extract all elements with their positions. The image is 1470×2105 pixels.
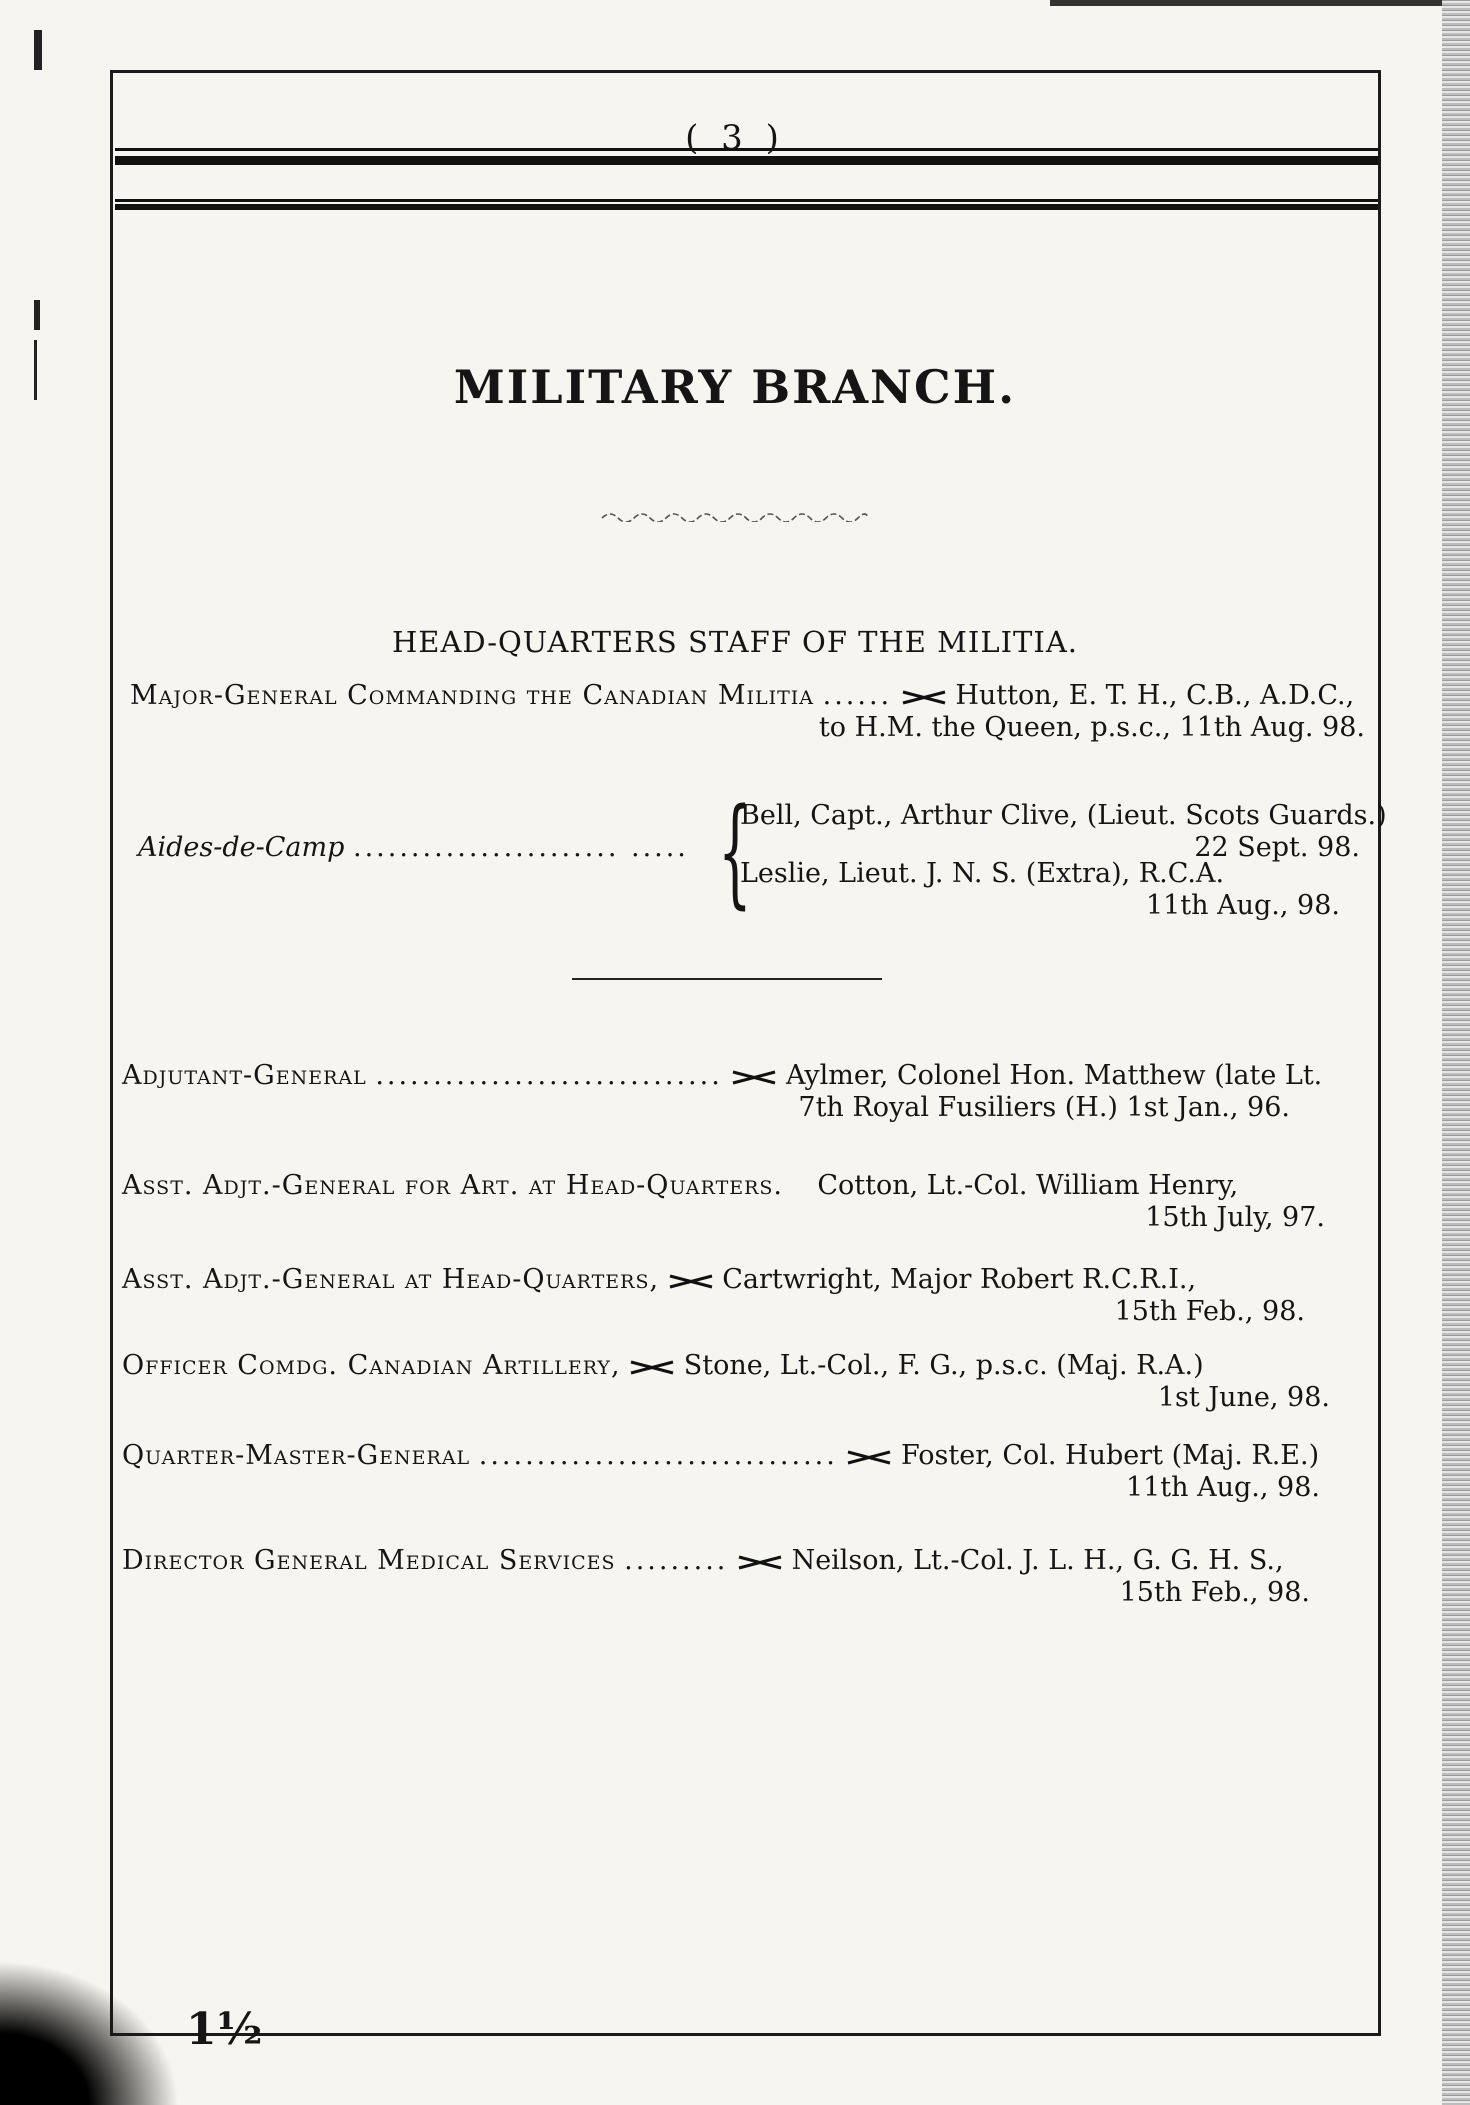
bracket-brace: { <box>718 782 752 920</box>
header-rule <box>115 204 1378 210</box>
scan-top-edge <box>1050 0 1470 6</box>
entry-major-general <box>130 680 1354 712</box>
page-title: MILITARY BRANCH. <box>453 360 1017 414</box>
entry-medical-line2: 15th Feb., 98. <box>1119 1577 1310 1608</box>
role-label: Adjutant-General <box>122 1060 367 1091</box>
role-label: Aides-de-Camp <box>138 832 345 863</box>
entry-major-general-line2: to H.M. the Queen, p.s.c., 11th Aug. 98. <box>818 712 1365 743</box>
leader-dots: ......... <box>624 1545 729 1576</box>
entry-asst-adjt-art <box>122 1170 1238 1202</box>
entry-qmg <box>122 1440 1319 1472</box>
section-divider <box>572 978 882 980</box>
page-number: ( 3 ) <box>685 118 785 158</box>
crossed-swords-icon <box>668 1272 714 1290</box>
crossed-swords-icon <box>731 1068 777 1086</box>
officer-name: Cotton, Lt.-Col. William Henry, <box>817 1170 1239 1201</box>
crossed-swords-icon <box>901 688 947 706</box>
margin-mark <box>34 300 40 330</box>
entry-asst-adjt-hq-line2: 15th Feb., 98. <box>1114 1296 1305 1327</box>
section-subtitle: HEAD-QUARTERS STAFF OF THE MILITIA. <box>392 625 1078 659</box>
officer-name: Stone, Lt.-Col., F. G., p.s.c. (Maj. R.A.) <box>683 1350 1204 1381</box>
entry-asst-adjt-art-line2: 15th July, 97. <box>1145 1202 1325 1233</box>
margin-mark <box>34 30 42 70</box>
officer-name: Aylmer, Colonel Hon. Matthew (late Lt. <box>785 1060 1323 1091</box>
role-label: Director General Medical Services <box>122 1545 616 1576</box>
entry-artillery <box>122 1350 1204 1382</box>
entry-adjutant-general <box>122 1060 1322 1092</box>
officer-name: Hutton, E. T. H., C.B., A.D.C., <box>955 680 1355 711</box>
crossed-swords-icon <box>737 1553 783 1571</box>
leader-dots: .............................. <box>375 1060 723 1091</box>
role-label: Asst. Adjt.-General at Head-Quarters, <box>122 1264 660 1295</box>
entry-asst-adjt-hq <box>122 1264 1196 1296</box>
aide-leslie-date: 11th Aug., 98. <box>1145 890 1340 921</box>
role-label-aides <box>138 832 689 864</box>
leader-dots: ...... <box>822 680 893 711</box>
role-label: Asst. Adjt.-General for Art. at Head-Quarters. <box>122 1170 784 1201</box>
signature-mark: 1½ <box>186 2004 263 2055</box>
role-label: Major-General Commanding the Canadian Militia <box>130 680 815 711</box>
ornament-divider <box>600 508 870 522</box>
entry-artillery-line2: 1st June, 98. <box>1157 1382 1330 1413</box>
aide-leslie: Leslie, Lieut. J. N. S. (Extra), R.C.A. <box>740 858 1225 889</box>
role-label: Officer Comdg. Canadian Artillery, <box>122 1350 621 1381</box>
role-label: Quarter-Master-General <box>122 1440 471 1471</box>
officer-name: Neilson, Lt.-Col. J. L. H., G. G. H. S., <box>791 1545 1284 1576</box>
header-rule <box>115 199 1378 202</box>
officer-name: Cartwright, Major Robert R.C.R.I., <box>722 1264 1197 1295</box>
leader-dots: ............................... <box>478 1440 838 1471</box>
aide-bell: Bell, Capt., Arthur Clive, (Lieut. Scots Guards.) <box>740 800 1387 831</box>
entry-medical <box>122 1545 1284 1577</box>
scan-binding-edge <box>1442 0 1470 2105</box>
officer-name: Foster, Col. Hubert (Maj. R.E.) <box>901 1440 1320 1471</box>
aide-bell-date: 22 Sept. 98. <box>1194 832 1360 863</box>
entry-qmg-line2: 11th Aug., 98. <box>1125 1472 1320 1503</box>
entry-adjutant-general-line2: 7th Royal Fusiliers (H.) 1st Jan., 96. <box>798 1092 1290 1123</box>
leader-dots: ....................... ..... <box>353 832 689 863</box>
crossed-swords-icon <box>629 1358 675 1376</box>
crossed-swords-icon <box>846 1448 892 1466</box>
